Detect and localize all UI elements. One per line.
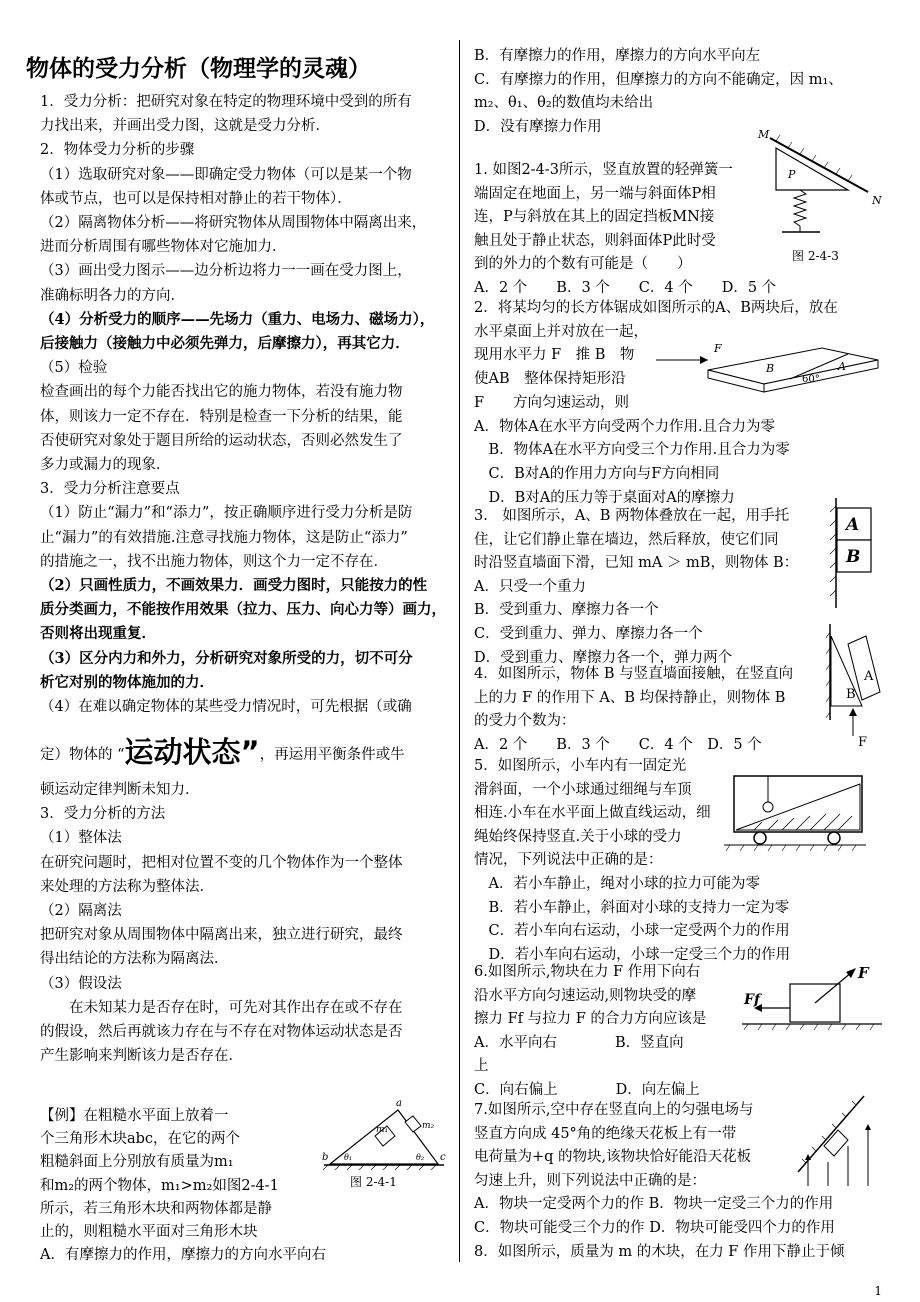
example-line: 所示，若三角形木块和两物体都是静 <box>40 1200 272 1217</box>
option-line: C．有摩擦力的作用，但摩擦力的方向不能确定，因 m₁、 <box>474 71 843 88</box>
question-line: C．物块可能受三个力的作 D．物块可能受四个力的作用 <box>474 1220 835 1236</box>
fig241-caption: 图 2-4-1 <box>350 1175 397 1189</box>
body-line: 准确标明各力的方向． <box>40 287 185 304</box>
question-line: A．水平向右 B．竖直向 <box>474 1034 684 1051</box>
column-divider <box>459 40 460 1262</box>
body-line: 体或节点，也可以是保持相对静止的若干物体）． <box>40 190 352 207</box>
question-line: 4．如图所示，物体 B 与竖直墙面接触，在竖直向 <box>474 666 794 682</box>
body-line: 后接触力（接触力中必须先弹力，后摩擦力），再其它力． <box>40 335 410 352</box>
question-line: F 方向匀速运动，则 <box>474 394 630 411</box>
question-line: C．向右偏上 D．向左偏上 <box>474 1082 700 1098</box>
question-line: 竖直方向成 45°角的绝缘天花板上有一带 <box>474 1125 737 1142</box>
question-line: 2．将某均匀的长方体锯成如图所示的A、B两块后，放在 <box>474 300 838 316</box>
body-line: （3）区分内力和外力，分析研究对象所受的力，切不可分 <box>40 649 413 667</box>
body-line: 3．受力分析的方法 <box>40 806 166 823</box>
question-line: 触且处于静止状态，则斜面体P此时受 <box>474 232 716 249</box>
body-line: 把研究对象从周围物体中隔离出来，独立进行研究，最终 <box>40 927 403 944</box>
question-line: C．若小车向右运动，小球一定受两个力的作用 <box>474 923 790 940</box>
q7-figure <box>794 1090 884 1190</box>
body-line: （2）隔离法 <box>40 903 122 919</box>
body-line: 否使研究对象处于题目所给的运动状态，否则必然发生了 <box>40 432 403 449</box>
example-line: 和m₂的两个物体，m₁>m₂如图2-4-1 <box>40 1177 279 1194</box>
page-title: 物体的受力分析（物理学的灵魂） <box>26 56 371 82</box>
figure-2-4-3 <box>756 128 884 243</box>
body-line: （3）画出受力图示——边分析边将力一一画在受力图上， <box>40 263 412 280</box>
question-line: 的受力个数为： <box>474 713 576 730</box>
q2-label-f: F <box>714 342 722 355</box>
question-line: 3. 如图所示，A、B 两物体叠放在一起，用手托 <box>474 508 790 524</box>
question-line: C．B对A的作用力方向与F方向相同 <box>474 465 720 482</box>
question-line: D．B对A的压力等于桌面对A的摩擦力 <box>474 489 735 506</box>
figure-2-4-1 <box>320 1092 450 1170</box>
question-line: 住，让它们静止靠在墙边，然后释放，使它们同 <box>474 531 779 548</box>
body-line: （4）分析受力的顺序——先场力（重力、电场力、磁场力）， <box>40 310 435 328</box>
body-line: 质分类画力，不能按作用效果（拉力、压力、向心力等）画力， <box>40 601 446 619</box>
fig243-label-n: N <box>872 194 882 207</box>
question-line: B．若小车静止，斜面对小球的支持力一定为零 <box>474 899 790 916</box>
body-line: 的措施之一，找不出施力物体，则这个力一定不存在． <box>40 553 388 570</box>
body-line: 进而分析周围有哪些物体对它施加力． <box>40 239 287 256</box>
fig243-label-m: M <box>758 128 770 141</box>
q4-label-b: B <box>846 687 856 702</box>
question-line: C．受到重力、弹力、摩擦力各一个 <box>474 626 703 642</box>
body-line: 得出结论的方法称为隔离法． <box>40 951 229 968</box>
q6-label-ff: Ff <box>744 992 760 1008</box>
question-line: 端固定在地面上，另一端与斜面体P相 <box>474 185 716 202</box>
question-line: 上 <box>474 1058 489 1075</box>
body-line: 来处理的方法称为整体法． <box>40 878 214 895</box>
body-line: （1）选取研究对象——即确定受力物体（可以是某一个物 <box>40 166 412 183</box>
example-line: 个三角形木块abc，在它的两个 <box>40 1131 241 1148</box>
fig243-label-p: P <box>788 168 796 181</box>
q4-figure <box>826 624 884 746</box>
q2-label-angle: 60° <box>802 374 820 385</box>
fig243-caption: 图 2-4-3 <box>792 249 839 263</box>
body-line: 体，则该力一定不存在．特别是检查一下分析的结果，能 <box>40 408 403 425</box>
q3-label-b: B <box>846 547 861 567</box>
body-line: 止“漏力”的有效措施.注意寻找施力物体，这是防止“添力” <box>40 529 408 546</box>
fig241-label-m1: m₁ <box>376 1125 389 1135</box>
q2-figure <box>652 332 884 404</box>
question-line: B．物体A在水平方向受三个力作用.且合力为零 <box>474 442 790 459</box>
body-line: （4）在难以确定物体的某些受力情况时，可先根据（或确 <box>40 699 412 715</box>
body-line: （2）隔离物体分析——将研究物体从周围物体中隔离出来， <box>40 215 427 231</box>
q6-figure <box>742 962 884 1048</box>
example-line: A．有摩擦力的作用，摩擦力的方向水平向右 <box>40 1247 326 1264</box>
question-line: A．2 个 B．3 个 C．4 个 D．5 个 <box>474 736 762 753</box>
fig241-label-m2: m₂ <box>422 1121 435 1131</box>
question-line: 水平桌面上并对放在一起， <box>474 323 648 340</box>
body-line: 否则将出现重复． <box>40 625 156 643</box>
body-line: 在未知某力是否存在时，可先对其作出存在或不存在 <box>40 999 403 1016</box>
question-line: 1. 如图2-4-3所示，竖直放置的轻弹簧一 <box>474 162 733 178</box>
question-line: 沿水平方向匀速运动,则物块受的摩 <box>474 987 697 1004</box>
question-line: B．受到重力、摩擦力各一个 <box>474 602 659 619</box>
body-line: 在研究问题时，把相对位置不变的几个物体作为一个整体 <box>40 854 403 871</box>
question-line: 5．如图所示，小车内有一固定光 <box>474 758 687 774</box>
question-line: 相连.小车在水平面上做直线运动，细 <box>474 805 711 822</box>
q6-label-f: F <box>858 964 869 982</box>
question-line: 滑斜面，一个小球通过细绳与车顶 <box>474 781 692 798</box>
fig241-label-c: c <box>440 1152 446 1163</box>
body-line: 3．受力分析注意要点 <box>40 481 180 498</box>
question-line: 连，P与斜放在其上的固定挡板MN接 <box>474 209 715 226</box>
option-line: B．有摩擦力的作用，摩擦力的方向水平向左 <box>474 48 761 64</box>
example-line: 止的，则粗糙水平面对三角形木块 <box>40 1224 258 1240</box>
question-line: 上的力 F 的作用下 A、B 均保持静止，则物体 B <box>474 689 786 706</box>
option-line: m₂、θ₁、θ₂的数值均未给出 <box>474 95 654 111</box>
body-line: （1）防止“漏力”和“添力”，按正确顺序进行受力分析是防 <box>40 505 413 522</box>
fig241-label-b: b <box>322 1152 329 1163</box>
body-line: 1．受力分析：把研究对象在特定的物理环境中受到的所有 <box>40 94 412 110</box>
question-line: A．物块一定受两个力的作 B．物块一定受三个力的作用 <box>474 1196 834 1213</box>
question-line: 7.如图所示,空中存在竖直向上的匀强电场与 <box>474 1102 754 1118</box>
question-line: 到的外力的个数有可能是（ ） <box>474 256 692 273</box>
question-line: A．物体A在水平方向受两个力作用.且合力为零 <box>474 418 776 435</box>
body-line: 析它对别的物体施加的力． <box>40 673 214 691</box>
body-line: 检查画出的每个力能否找出它的施力物体，若没有施力物 <box>40 384 403 401</box>
q4-label-a: A <box>864 669 874 684</box>
question-line: A．2 个 B．3 个 C．4 个 D．5 个 <box>474 280 777 296</box>
q5-figure <box>724 774 866 854</box>
body-line: 多力或漏力的现象． <box>40 457 171 473</box>
page-number: 1 <box>874 1284 882 1298</box>
q2-label-a: A <box>838 360 846 373</box>
body-line: （1）整体法 <box>40 830 122 847</box>
question-line: 情况，下列说法中正确的是： <box>474 852 663 869</box>
question-line: 现用水平力 F 推 B 物 <box>474 347 635 364</box>
body-line: （2）只画性质力，不画效果力．画受力图时，只能按力的性 <box>40 577 428 594</box>
q2-label-b: B <box>766 362 775 375</box>
question-line: 使AB 整体保持矩形沿 <box>474 371 626 388</box>
body-line: （3）假设法 <box>40 975 122 992</box>
question-line: 电荷量为+q 的物块,该物块恰好能沿天花板 <box>474 1149 752 1166</box>
q4-label-f: F <box>858 735 868 746</box>
body-line: 产生影响来判断该力是否存在． <box>40 1048 243 1065</box>
q3-label-a: A <box>846 515 860 535</box>
q3-figure <box>826 498 882 610</box>
question-line: A．只受一个重力 <box>474 578 586 595</box>
body-line: （5）检验 <box>40 360 108 377</box>
fig241-label-a: a <box>396 1098 402 1109</box>
option-line: D．没有摩擦力作用 <box>474 118 602 135</box>
motion-state-emphasis: 运动状态” <box>124 735 260 769</box>
question-line: 擦力 Ff 与拉力 F 的合力方向应该是 <box>474 1011 707 1028</box>
question-line: 8．如图所示，质量为 m 的木块，在力 F 作用下静止于倾 <box>474 1243 845 1260</box>
body-line: 2．物体受力分析的步骤 <box>40 142 195 159</box>
question-line: 时沿竖直墙面下滑，已知 mA ＞ mB，则物体 B： <box>474 555 799 572</box>
question-line: D．受到重力、摩擦力各一个，弹力两个 <box>474 649 733 666</box>
motion-state-line: 定）物体的 “运动状态”，再运用平衡条件或牛 <box>40 735 405 769</box>
example-line: 粗糙斜面上分别放有质量为m₁ <box>40 1154 234 1171</box>
question-line: 绳始终保持竖直.关于小球的受力 <box>474 828 682 845</box>
question-line: A．若小车静止，绳对小球的拉力可能为零 <box>474 876 760 892</box>
body-line: 的假设，然后再就该力存在与不存在对物体运动状态是否 <box>40 1024 403 1040</box>
question-line: 6.如图所示,物块在力 F 作用下向右 <box>474 964 701 980</box>
fig241-label-theta1: θ₁ <box>344 1153 353 1162</box>
question-line: 匀速上升，则下列说法中正确的是： <box>474 1172 706 1189</box>
question-line: D．若小车向右运动，小球一定受三个力的作用 <box>474 946 791 963</box>
fig241-label-theta2: θ₂ <box>416 1153 425 1162</box>
body-line: 力找出来，并画出受力图，这就是受力分析． <box>40 118 330 135</box>
body-line: 顿运动定律判断未知力． <box>40 782 200 798</box>
example-line: 【例】在粗糙水平面上放着一 <box>40 1108 229 1124</box>
